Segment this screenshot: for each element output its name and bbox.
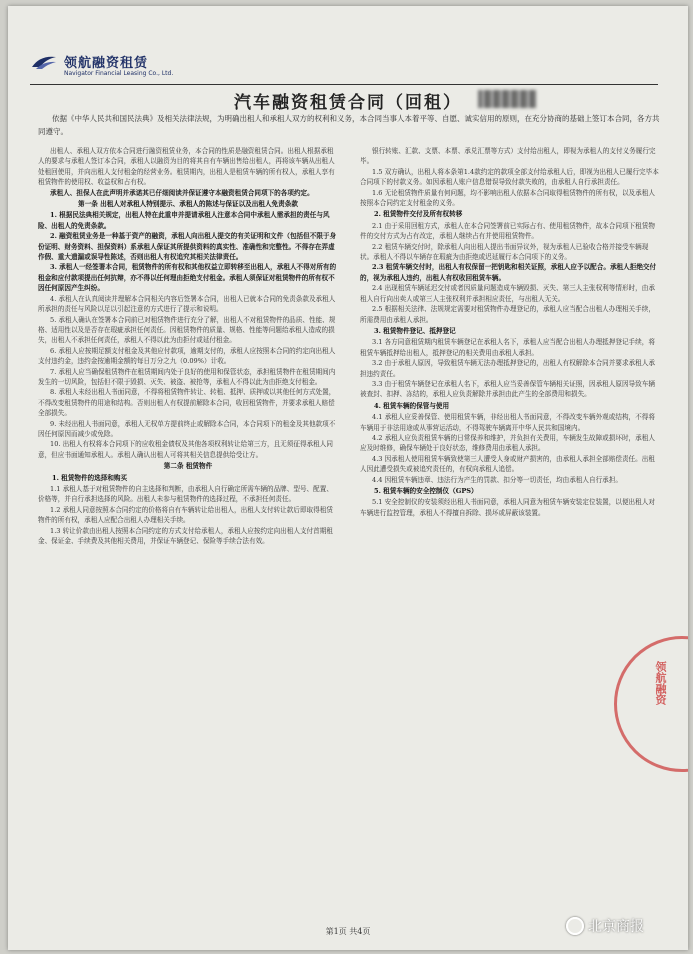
section-heading: 第二条 租赁物件 — [163, 462, 213, 471]
clause-paragraph: 2.4 出现租赁车辆延迟交付或者因质量问题造成车辆毁损、灭失、第三人主张权利等情形时，由承租人自行向出卖人或第三人主张权利并承担相应责任，与出租人无关。 — [360, 284, 655, 303]
section-heading: 1. 租赁物件的选择和购买 — [52, 473, 128, 482]
clause-paragraph: 1.5 双方确认，出租人将本条第1.4款约定的款项全部支付给承租人后，即视为出租人已履行完毕本合同项下的付款义务。如因承租人账户信息错误导致付款失败的，由承租人自行承担责任。 — [360, 167, 659, 187]
watermark-text: 北京商报 — [588, 919, 644, 935]
clause-paragraph: 出租人、承租人双方依本合同进行融资租赁业务，本合同的性质是融资租赁合同。出租人根据承租人的要求与承租人签订本合同，承租人以融资为目的将其自有车辆出售给出租人，再将该车辆从出租人处租回使用，并向出租人支付租金的经营业务。租赁期内，出租人是租赁车辆的所有权人，承租人享有租赁物件的使用权、收益权和占有权。 — [38, 147, 335, 187]
clause-paragraph: 1.2 承租人同意按照本合同约定的价格将自有车辆转让给出租人，出租人支付转让款后即取得租赁物件的所有权，承租人应配合出租人办理相关手续。 — [38, 505, 333, 525]
clause-paragraph: 1.3 转让价款由出租人按照本合同约定的方式支付给承租人，承租人应按约定向出租人支付首期租金、保证金、手续费及其他相关费用，并保证车辆登记、保险等手续合法有效。 — [38, 526, 333, 546]
section-heading: 2. 租赁物件交付及所有权转移 — [374, 210, 463, 219]
section-heading: 4. 租赁车辆的保管与使用 — [374, 401, 450, 410]
clause-paragraph: 1.1 承租人基于对租赁物件的自主选择和判断，由承租人自行确定所需车辆的品牌、型号、配置、价格等，并自行承担选择的风险。出租人未参与租赁物件的选择过程，不承担任何责任。 — [38, 485, 333, 504]
clause-paragraph: 1. 根据民法典相关规定，出租人特在此重申并提请承租人注意本合同中承租人需承担的责任与风险、出租人的免责条款。 — [38, 211, 330, 230]
clause-paragraph: 6. 承租人应按期足额支付租金及其他应付款项，逾期支付的，承租人应按照本合同的约定向出租人支付违约金，违约金按逾期金额的每日万分之九（0.09%）计收。 — [38, 346, 336, 366]
clause-paragraph: 7. 承租人应当确保租赁物件在租赁期间内处于良好的使用和保管状态，承担租赁物件在租赁期间内发生的一切风险，包括但不限于毁损、灭失、被盗、被抢等，承租人不得以此为由拒绝支付租金。 — [38, 367, 336, 386]
section-heading: 第一条 出租人对承租人特别提示、承租人的陈述与保证以及出租人免责条款 — [78, 200, 298, 209]
publisher-watermark — [566, 916, 644, 936]
left-text-column — [38, 146, 338, 546]
clause-paragraph: 10. 出租人有权将本合同项下的应收租金债权及其他各项权利转让给第三方，且无须征得承租人同意，但应书面通知承租人。承租人确认出租人可将其相关信息提供给受让方。 — [38, 440, 333, 459]
clause-paragraph: 3. 承租人一经签署本合同，租赁物件的所有权和其他权益立即转移至出租人，承租人不得对所有的租金和应付款项提出任何抗辩，亦不得以任何理由拒绝支付租金。承租人须保证对租赁物件的所有权不因任何原因产生纠纷。 — [38, 263, 337, 293]
clause-paragraph: 9. 未经出租人书面同意，承租人无权单方提前终止或解除本合同，本合同项下的租金及其他款项不因任何原因而减少或免除。 — [38, 419, 336, 438]
clause-paragraph: 8. 承租人未经出租人书面同意，不得将租赁物件转让、转租、抵押、质押或以其他任何方式处置，不得改变租赁物件的用途和结构。否则出租人有权提前解除本合同，收回租赁物件，并要求承租人赔偿全部损失。 — [38, 388, 336, 418]
right-text-column — [360, 146, 660, 518]
redacted-number — [478, 90, 536, 108]
clause-paragraph: 银行转账、汇款、支票、本票、承兑汇票等方式）支付给出租人，即视为承租人的支付义务履行完毕。 — [360, 147, 656, 166]
section-heading: 3. 租赁物件登记、抵押登记 — [374, 326, 456, 335]
company-name: 领航融资租赁 — [64, 56, 149, 71]
clause-paragraph: 4.3 因承租人使用租赁车辆致使第三人遭受人身或财产损害的，由承租人承担全部赔偿责任。出租人因此遭受损失或被追究责任的，有权向承租人追偿。 — [360, 454, 655, 474]
section-heading: 5. 租赁车辆的安全控制仪（GPS） — [374, 487, 478, 495]
clause-paragraph: 4.1 承租人应妥善保管、使用租赁车辆，非经出租人书面同意，不得改变车辆外观或结构，不得将车辆用于非法用途或从事营运活动，不得驾驶车辆离开中华人民共和国境内。 — [360, 413, 655, 432]
company-logo — [30, 52, 148, 71]
company-name-en: Navigator Financial Leasing Co., Ltd. — [64, 70, 174, 77]
clause-paragraph: 4.2 承租人应负责租赁车辆的日常保养和维护，并负担有关费用，车辆发生故障或损坏时，承租人应及时维修，确保车辆处于良好状态，维修费用由承租人承担。 — [360, 433, 655, 453]
company-logo-icon — [30, 53, 58, 71]
clause-paragraph: 2.1 由于采用回租方式，承租人在本合同签署前已实际占有、使用租赁物件，故本合同项下租赁物件的交付方式为占有改定，承租人继续占有并使用租赁物件。 — [360, 221, 655, 241]
contract-title: 汽车融资租赁合同（回租） — [234, 93, 462, 113]
contract-preamble: 依据《中华人民共和国民法典》及相关法律法规，为明确出租人和承租人双方的权利和义务，本合同当事人本着平等、自愿、诚实信用的原则，在充分协商的基础上签订本合同，各方共同遵守。 — [38, 114, 660, 136]
clause-paragraph: 2.5 根据相关法律、法规规定需要对租赁物件办理登记的，承租人应当配合出租人办理相关手续，所需费用由承租人承担。 — [360, 305, 655, 324]
clause-paragraph: 1.6 无论租赁物件质量有何问题，均不影响出租人依据本合同取得租赁物件的所有权，以及承租人按照本合同约定支付租金的义务。 — [360, 188, 655, 208]
clause-paragraph: 3.1 各方同意租赁期内租赁车辆登记在承租人名下，承租人应当配合出租人办理抵押登记手续，将租赁车辆抵押给出租人，抵押登记的相关费用由承租人承担。 — [360, 338, 655, 357]
company-seal-text: 领航融资 — [654, 661, 667, 705]
clause-paragraph: 3.2 由于承租人原因，导致租赁车辆无法办理抵押登记的，出租人有权解除本合同并要求承租人承担违约责任。 — [360, 359, 655, 378]
clause-paragraph: 4.4 因租赁车辆违章、违法行为产生的罚款、扣分等一切责任，均由承租人自行承担。 — [372, 475, 622, 484]
page-number: 第1页 共4页 — [325, 927, 371, 936]
clause-paragraph: 5. 承租人确认在签署本合同前已对租赁物件进行充分了解，出租人不对租赁物件的品质、性能、规格、适用性以及是否存在瑕疵承担任何责任。因租赁物件的质量、规格、性能等问题给承租人造成的损失，出租人不承担任何责任，承租人不得以此为由拒付或延付租金。 — [38, 315, 336, 345]
clause-paragraph: 2.2 租赁车辆交付时，除承租人向出租人提出书面异议外，视为承租人已验收合格并接受车辆现状。承租人不得以车辆存在瑕疵为由拒绝或迟延履行本合同项下的义务。 — [360, 242, 649, 262]
clause-paragraph: 2. 融资租赁业务是一种基于资产的融资，承租人向出租人提交的有关证明和文件（包括但不限于身份证明、财务资料、担保资料）系承租人保证其所提供资料的真实性、准确性和完整性。不得存在弄虚作假、重大遗漏或误导性陈述，否则出租人有权追究其相关法律责任。 — [38, 232, 337, 262]
contract-page — [8, 6, 688, 950]
clause-paragraph: 3.3 由于租赁车辆登记在承租人名下，承租人应当妥善保管车辆相关证照，因承租人原因导致车辆被查封、扣押、冻结的，承租人应负责解除并承担由此产生的全部费用和损失。 — [360, 379, 655, 399]
clause-paragraph: 2.3 租赁车辆交付时，出租人有权保留一把钥匙和相关证照，承租人应予以配合。承租人拒绝交付的，视为承租人违约，出租人有权收回租赁车辆。 — [360, 263, 657, 282]
header-rule — [30, 84, 658, 85]
clause-paragraph: 5.1 安全控制仪的安装须经出租人书面同意，承租人同意为租赁车辆安装定位装置，以便出租人对车辆进行监控管理，承租人不得擅自拆除、损坏或屏蔽该装置。 — [360, 498, 655, 517]
clause-paragraph: 4. 承租人在认真阅读并理解本合同相关内容后签署本合同，出租人已就本合同的免责条款及承租人所承担的责任与风险以足以引起注意的方式进行了提示和说明。 — [38, 294, 336, 314]
watermark-logo-icon — [566, 917, 584, 935]
clause-paragraph: 承租人、担保人在此声明并承诺其已仔细阅读并保证遵守本融资租赁合同项下的各项约定。 — [50, 188, 314, 197]
